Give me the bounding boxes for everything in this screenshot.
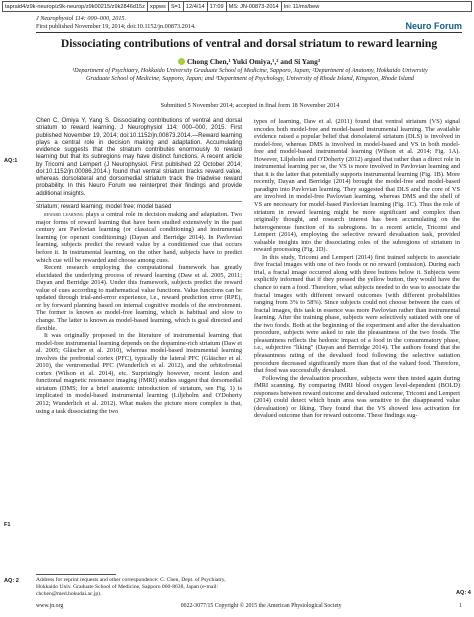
proof-cell: S=1 [169, 2, 184, 11]
keyword-rule [36, 201, 242, 202]
author-names: Chong Chen,¹ Yuki Omiya,¹,² and Si Yang³ [186, 57, 321, 66]
correspondence-footnote: Address for reprint requests and other correspondence: C. Chen, Dept. of Psychiatry, Hokkaido Univ. Graduate School of Medicine, Sapporo 060-8638, Japan (e-mail: chchen@med.hokudai.ac.jp). [36, 577, 226, 597]
body-paragraph [36, 332, 242, 415]
author-line [36, 57, 462, 66]
body-paragraph [36, 264, 242, 332]
proof-cell: MS: JN-00873-2014 [227, 2, 282, 11]
body-paragraph [254, 375, 460, 420]
paragraph-text: Recent research employing the computational framework has greatly elucidated the underlying process of reward learning (Daw et al. 2005, 2011; Dayan and Berridge 2014). Under this framework, subjects predict the reward value of cues according to mathematical value functions. Value functions can be updated through trial-and-error experience, i.e., reward prediction error (RPE), or by forward planning based on internal cognitive models of the environment. The former is known as model-free learning, which is habitual and slow to change. The latter is known as model-based learning, which is goal directed and flexible. [36, 264, 242, 332]
paragraph-text: Following the devaluation procedure, subjects were then tested again during fMRI scanning. By comparing fMRI blood oxygen level-dependent (BOLD) responses between reward outcome and devalued outcome, Tricomi and Lempert (2014) could detect which brain area was sensitive to the disappeared value (devaluation) or liking. They found that the VS showed less activation for devalued outcome than for reward outcome. These findings sug- [254, 374, 460, 420]
section-tag: Neuro Forum [405, 21, 462, 31]
margin-mark-aq2: AQ: 2 [4, 578, 19, 584]
page-footer [36, 603, 462, 609]
left-column [36, 118, 242, 415]
proof-cell: 12/4/14 [184, 2, 208, 11]
keywords: striatum; reward learning; model free; model based [36, 203, 172, 210]
margin-mark-aq1: AQ:1 [4, 158, 18, 164]
orcid-icon[interactable] [178, 58, 185, 65]
paragraph-text: In this study, Tricomi and Lempert (2014) first trained subjects to associate five fractal images with one of two foods or no reward (omission). During each trial, a fractal image occurred along with three buttons below it. Subjects were explicitly informed that if they pressed the yellow button, they would have the chance to earn a food. Therefore, what subjects needed to do was to associate the fractal images with different reward outcomes (with different probabilities ranging from 3% to 58%). Since subjects could not choose between the cues of fractal images, this task in essence was more Pavlovian rather than instrumental learning. After the training phase, subjects were selectively satiated with one of the two foods. Both at the beginning of the experiment and after the devaluation procedure, subjects were asked to rate the pleasantness of the two foods. The pleasantness reflects the hedonic impact of a food in the consummatory phase, i.e., subjective "liking" (Dayan and Berridge 2014). The authors found that the pleasantness rating of the devalued food following the selective satiation procedure decreased significantly more than that of the valued food. Therefore, that food was successfully devalued. [254, 253, 460, 375]
proof-cell: tapraid4/z9k-neurop/z9k-neurop/z9k00215/z9k2846d15z [3, 2, 148, 11]
footnote-rule [36, 574, 116, 575]
lead-in: reward learning [44, 211, 84, 219]
journal-citation: J Neurophysiol 114: 000–000, 2015. [36, 15, 127, 22]
journal-url[interactable]: www.jn.org [36, 603, 64, 609]
affiliations: ¹Department of Psychiatry, Hokkaido University Graduate School of Medicine, Sapporo, Japan; ²Department of Anatomy, Hokkaido University Graduate School of Medicine, Sapporo, Japan; and ³Department of Psychology, University of Rhode Island, Kingston, Rhode Island [72, 67, 428, 82]
article-title: Dissociating contributions of ventral and dorsal striatum to reward learning [60, 37, 438, 50]
margin-mark-aq4: AQ: 4 [456, 590, 471, 596]
body-paragraph [36, 211, 242, 264]
proof-cell: Ini: 11/ms/bew [283, 4, 320, 10]
proof-cell: xppws [148, 2, 169, 11]
paragraph-text: It was originally proposed in the literature of instrumental learning that model-free instrumental learning depends on the dopamine-rich striatum (Daw et al. 2005; Gläscher et al. 2010), whereas model-based instrumental learning involves the prefrontal cortex (PFC), typically the lateral PFC (Gläscher et al. 2010), the ventromedial PFC (Wunderlich et al. 2012), and the orbitofrontal cortex (Wilson et al. 2014), etc. Surprisingly however, recent lesion and functional magnetic resonance imaging (fMRI) studies suggest that dorsomedial striatum (DMS; for a brief anatomic introduction of striatum, see Fig. 1) is implicated in model-based instrumental learning (Liljeholm and O'Doherty 2012; Wunderlich et al. 2012). What makes the picture more complex is that, using a task dissociating the two [36, 332, 242, 415]
proof-cell: 17:09 [208, 2, 227, 11]
page-number: 1 [459, 603, 462, 609]
submission-dates: Submitted 5 November 2014; accepted in final form 18 November 2014 [160, 102, 340, 109]
margin-mark-f1: F1 [4, 522, 11, 528]
header-rule [36, 32, 462, 33]
abstract: Chen C, Omiya Y, Yang S. Dissociating contributions of ventral and dorsal striatum to reward learning. J Neurophysiol 114: 000–000, 2015. First published November 19, 2014; doi:10.1152/jn.00873.2014.—Reward learning plays a central role in decision making and adaptation. Accumulating evidence suggests that the striatum contributes enormously to reward learning but that its subregions may have distinct functions. A recent article by Tricomi and Lempert (J Neurophysiol. First published 22 October 2014; doi:10.1152/jn.00086.2014.) found that ventral striatum tracks reward value, whereas dorsolateral and dorsomedial striatum track the triadwise reward probability. In this Neuro Forum we reinterpret their findings and provide additional insights. [36, 118, 242, 197]
body-paragraph [254, 254, 460, 375]
body-paragraph [254, 118, 460, 254]
paragraph-text: plays a central role in decision making and adaptation. Two major forms of reward learning that have been studied extensively in the past century are Pavlovian learning (or classical conditioning) and instrumental learning (or operant conditioning) (Dayan and Berridge 2014). In Pavlovian learning, subjects predict the reward value by a conditioned cue that occurs before it. In instrumental learning, on the other hand, subjects have to predict which cue will be rewarded and choose among cues. [36, 211, 242, 264]
right-column [254, 118, 460, 420]
publication-line: First published November 19, 2014; doi:10.1152/jn.00873.2014. [36, 23, 196, 30]
paragraph-text: types of learning, Daw et al. (2011) found that ventral striatum (VS) signal encodes both model-free and model-based instrumental learning. The available evidence raised a popular belief that dorsolateral striatum (DLS) is involved in model-free, whereas DMS is involved in model-based and VS in both model-free and model-based instrumental learning (Wilson et al. 2014; Fig. 1A). However, Liljeholm and O'Doherty (2012) argued that rather than a direct role in instrumental learning per se, the VS is more involved in Pavlovian learning and that it is the latter that potentially supports instrumental learning (Fig. 1B). More recently, Dayan and Berridge (2014) brought the model-free and model-based paradigm into Pavlovian learning. They suggested that DLS and the core of VS are involved in model-free Pavlovian learning, whereas DMS and the shell of VS are necessary for model-based Pavlovian learning (Fig. 1C). Thus the role of striatum in reward learning might be more significant and complex than originally thought, and research interest has been accumulating on the heterogeneous function of its subregions. In a recent article, Tricomi and Lempert (2014), employing the selective reward devaluation task, provided valuable insights into the dissociating roles of the subregions of striatum in reward processing (Fig. 1D). [254, 118, 460, 254]
proof-bar [2, 1, 472, 12]
copyright-line: 0022-3077/15 Copyright © 2015 the American Physiological Society [180, 603, 342, 609]
